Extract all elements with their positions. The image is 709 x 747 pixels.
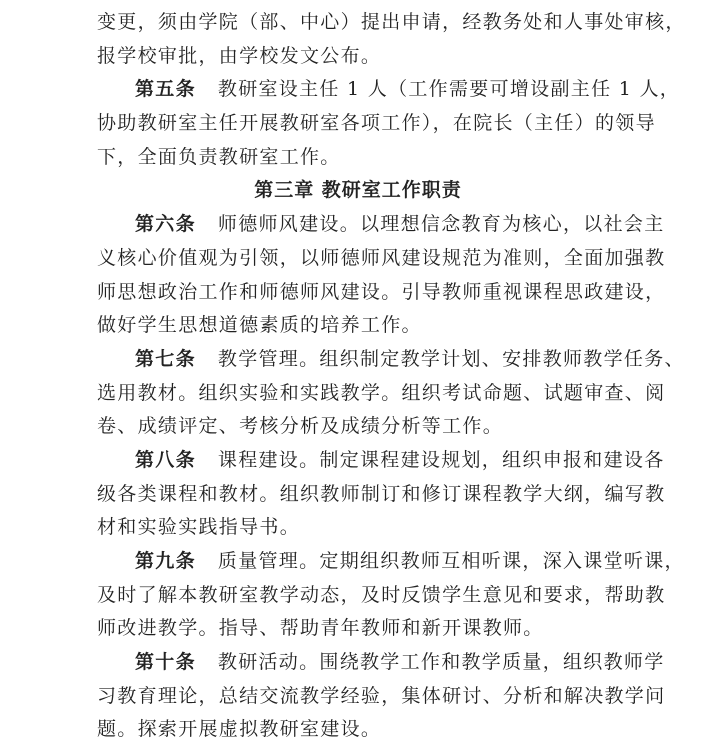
chapter-heading: 第三章 教研室工作职责 xyxy=(254,179,462,202)
text-line: 卷、成绩评定、考核分析及成绩分析等工作。 xyxy=(97,415,504,438)
text-line: 师改进教学。指导、帮助青年教师和新开课教师。 xyxy=(97,617,544,640)
article-9 xyxy=(97,545,685,646)
article-6 xyxy=(97,208,666,343)
document-page xyxy=(97,6,686,747)
article-label: 第十条 xyxy=(135,651,196,674)
text-line: 变更，须由学院（部、中心）提出申请，经教务处和人事处审核， xyxy=(97,11,686,33)
article-first-line xyxy=(97,343,685,377)
text-line: 习教育理论，总结交流教学经验，集体研讨、分析和解决教学问 xyxy=(97,684,666,707)
paragraph-section4-tail xyxy=(97,6,686,73)
text-line: 报学校审批，由学校发文公布。 xyxy=(97,44,382,67)
article-label: 第七条 xyxy=(135,347,196,370)
text-line: 义核心价值观为引领，以师德师风建设规范为准则，全面加强教 xyxy=(97,246,666,269)
text-line: 及时了解本教研室教学动态，及时反馈学生意见和要求，帮助教 xyxy=(97,583,666,606)
article-label: 第六条 xyxy=(135,213,196,236)
article-7 xyxy=(97,343,685,444)
text-line: 师思想政治工作和师德师风建设。引导教师重视课程思政建设， xyxy=(97,280,666,303)
article-label: 第八条 xyxy=(135,448,196,471)
article-first-line xyxy=(97,646,665,680)
article-8 xyxy=(97,444,666,545)
article-label: 第五条 xyxy=(135,78,196,101)
article-first-line xyxy=(97,73,681,107)
article-text: 教研活动。围绕教学工作和教学质量，组织教师学 xyxy=(217,651,665,674)
article-first-line xyxy=(97,545,685,579)
article-first-line xyxy=(97,208,665,242)
article-first-line xyxy=(97,444,665,478)
article-5 xyxy=(97,73,681,174)
article-10 xyxy=(97,646,666,747)
text-line: 协助教研室主任开展教研室各项工作），在院长（主任）的领导 xyxy=(97,112,656,135)
text-line: 级各类课程和教材。组织教师制订和修订课程教学大纲，编写教 xyxy=(97,482,666,505)
text-line: 材和实验实践指导书。 xyxy=(97,516,301,539)
text-line: 做好学生思想道德素质的培养工作。 xyxy=(97,314,422,337)
text-line: 题。探索开展虚拟教研室建设。 xyxy=(97,718,382,741)
article-text: 师德师风建设。以理想信念教育为核心，以社会主 xyxy=(217,213,665,236)
article-text: 课程建设。制定课程建设规划，组织申报和建设各 xyxy=(217,448,665,471)
text-line: 选用教材。组织实验和实践教学。组织考试命题、试题审查、阅 xyxy=(97,381,666,404)
article-label: 第九条 xyxy=(135,550,196,572)
article-text: 教研室设主任 1 人（工作需要可增设副主任 1 人， xyxy=(217,78,681,101)
article-text: 教学管理。组织制定教学计划、安排教师教学任务、 xyxy=(217,347,685,370)
article-text: 质量管理。定期组织教师互相听课，深入课堂听课， xyxy=(217,550,685,572)
text-line: 下，全面负责教研室工作。 xyxy=(97,145,341,168)
